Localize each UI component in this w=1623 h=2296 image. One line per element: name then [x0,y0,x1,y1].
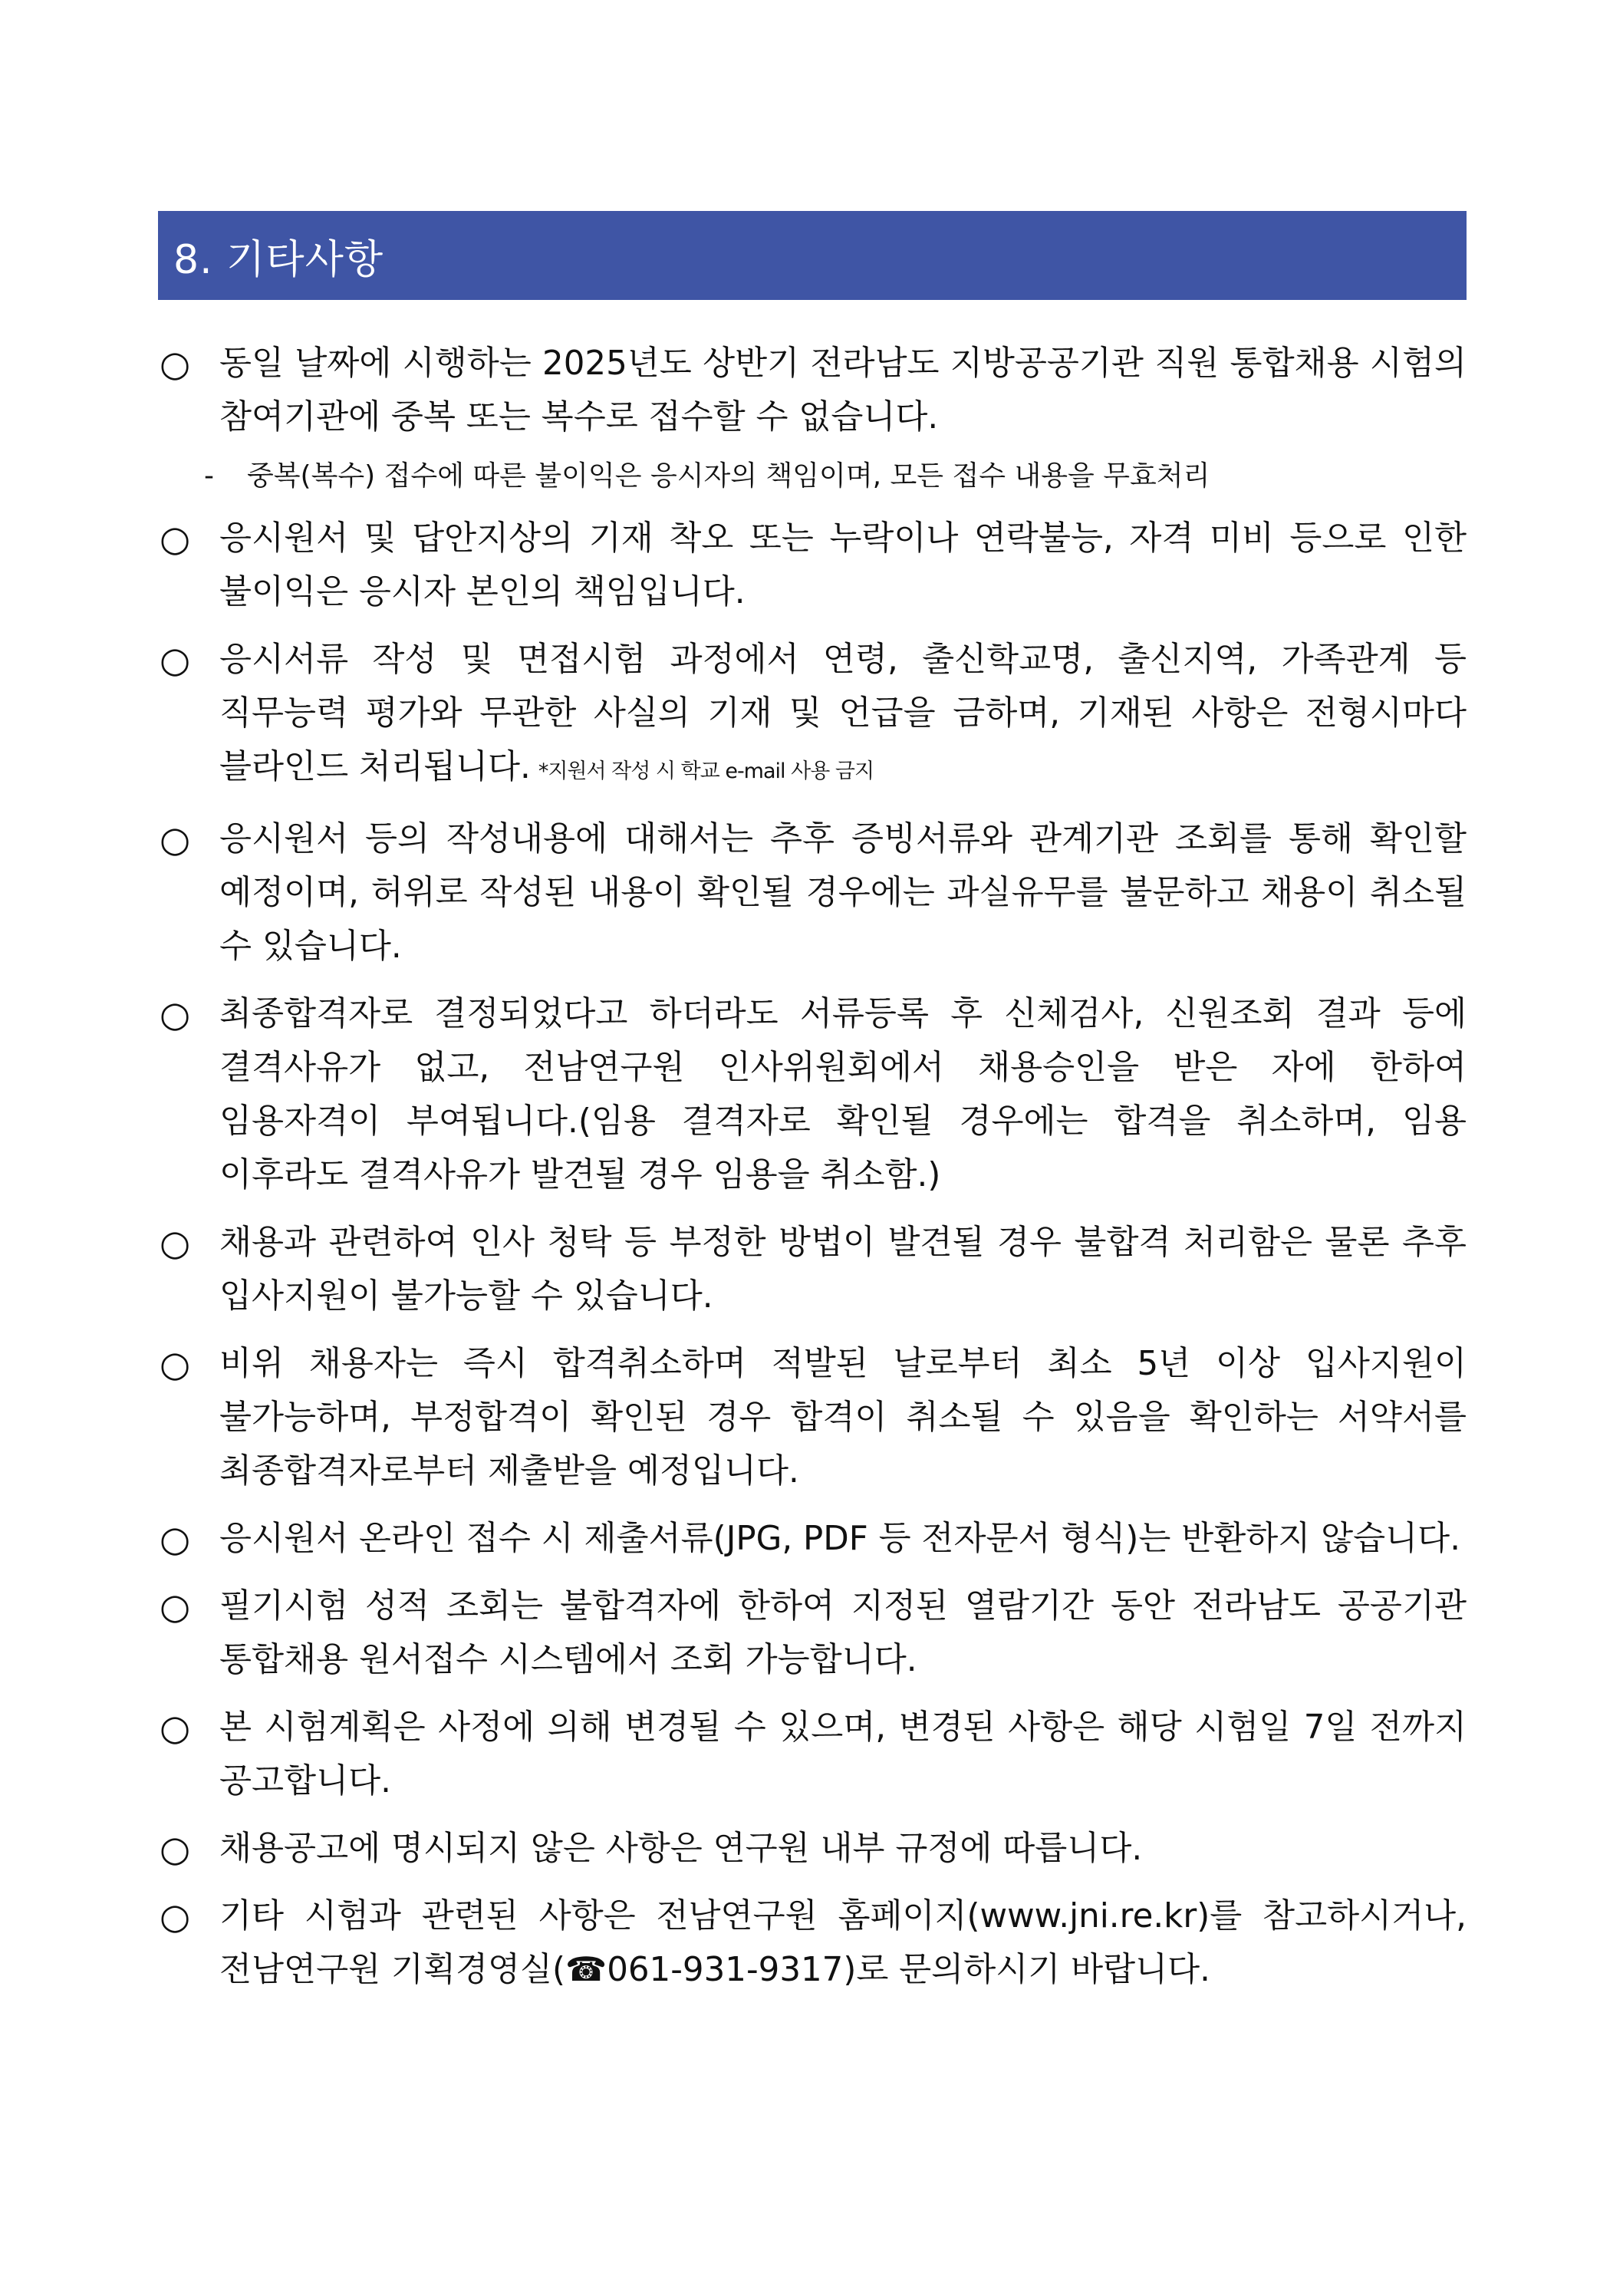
item-text: 동일 날짜에 시행하는 2025년도 상반기 전라남도 지방공공기관 직원 통합채용 시험의 참여기관에 중복 또는 복수로 접수할 수 없습니다. [219,344,1467,436]
circle-bullet-icon: ○ [160,1586,191,1627]
list-item [158,1337,1467,1498]
sub-list-item [204,453,1467,499]
item-text: 채용과 관련하여 인사 청탁 등 부정한 방법이 발견될 경우 불합격 처리함은 물론 추후 입사지원이 불가능할 수 있습니다. [219,1224,1467,1316]
circle-bullet-icon: ○ [160,819,191,860]
item-text: 응시원서 온라인 접수 시 제출서류(JPG, PDF 등 전자문서 형식)는 반환하지 않습니다. [219,1520,1461,1558]
circle-bullet-icon: ○ [160,1828,191,1869]
notice-list [158,337,1467,1997]
item-text: 응시원서 및 답안지상의 기재 착오 또는 누락이나 연락불능, 자격 미비 등으로 인한 불이익은 응시자 본인의 책임입니다. [219,519,1467,611]
circle-bullet-icon: ○ [160,518,191,559]
list-item [158,1889,1467,1997]
section-title: 8. 기타사항 [173,236,384,283]
item-note: *지원서 작성 시 학교 e-mail 사용 금지 [538,759,874,783]
sub-item-text: 중복(복수) 접수에 따른 불이익은 응시자의 책임이며, 모든 접수 내용을 무효처리 [247,460,1210,492]
circle-bullet-icon: ○ [160,1896,191,1937]
dash-bullet: - [204,460,214,492]
item-text: 비위 채용자는 즉시 합격취소하며 적발된 날로부터 최소 5년 이상 입사지원이 불가능하며, 부정합격이 확인된 경우 합격이 취소될 수 있음을 확인하는 서약서를 최종합격자로부터 제출받을 예정입니다. [219,1345,1467,1491]
document-page [158,211,1467,2011]
list-item [158,1701,1467,1808]
item-text: 본 시험계획은 사정에 의해 변경될 수 있으며, 변경된 사항은 해당 시험일 7일 전까지 공고합니다. [219,1708,1467,1800]
circle-bullet-icon: ○ [160,343,191,384]
list-item [158,1822,1467,1876]
list-item [158,337,1467,444]
item-text: 채용공고에 명시되지 않은 사항은 연구원 내부 규정에 따릅니다. [219,1830,1143,1868]
circle-bullet-icon: ○ [160,1343,191,1385]
item-text-with-note [219,633,1467,799]
circle-bullet-icon: ○ [160,993,191,1035]
list-item [158,987,1467,1202]
item-text: 필기시험 성적 조회는 불합격자에 한하여 지정된 열람기간 동안 전라남도 공공기관 통합채용 원서접수 시스템에서 조회 가능합니다. [219,1587,1467,1679]
circle-bullet-icon: ○ [160,639,191,680]
circle-bullet-icon: ○ [160,1518,191,1560]
section-header [158,211,1467,300]
list-item [158,1216,1467,1323]
circle-bullet-icon: ○ [160,1222,191,1263]
circle-bullet-icon: ○ [160,1707,191,1748]
item-text: 응시서류 작성 및 면접시험 과정에서 연령, 출신학교명, 출신지역, 가족관계 등 직무능력 평가와 무관한 사실의 기재 및 언급을 금하며, 기재된 사항은 전형시마다 블라인드 처리됩니다. [219,641,1467,786]
list-item [158,1580,1467,1687]
list-item [158,1512,1467,1566]
item-text: 최종합격자로 결정되었다고 하더라도 서류등록 후 신체검사, 신원조회 결과 등에 결격사유가 없고, 전남연구원 인사위원회에서 채용승인을 받은 자에 한하여 임용자격이 부여됩니다.(임용 결격자로 확인될 경우에는 합격을 취소하며, 임용 이후라도 결격사유가 발견될 경우 임용을 취소함.) [219,995,1467,1194]
list-item [158,512,1467,619]
item-text: 기타 시험과 관련된 사항은 전남연구원 홈페이지(www.jni.re.kr)를 참고하시거나, 전남연구원 기획경영실(☎061-931-9317)로 문의하시기 바랍니다. [219,1897,1467,1989]
item-text: 응시원서 등의 작성내용에 대해서는 추후 증빙서류와 관계기관 조회를 통해 확인할 예정이며, 허위로 작성된 내용이 확인될 경우에는 과실유무를 불문하고 채용이 취소될 수 있습니다. [219,820,1467,966]
list-item [158,633,1467,799]
list-item [158,812,1467,973]
